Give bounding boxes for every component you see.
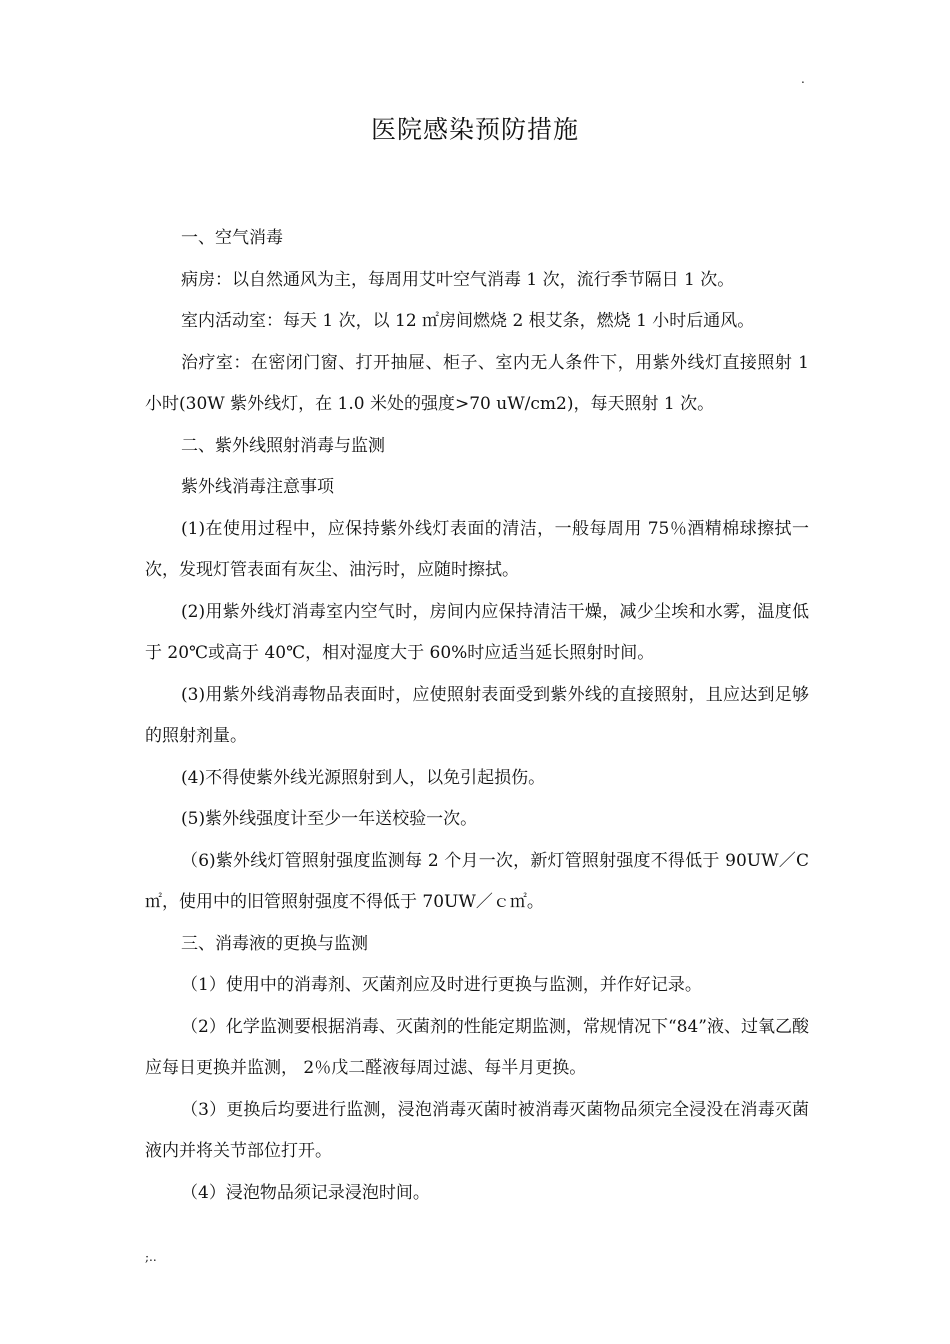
section-heading-air-disinfection: 一、空气消毒 <box>181 228 283 248</box>
list-item-disinfectant-2: （2）化学监测要根据消毒、灭菌剂的性能定期监测，常规情况下“84”液、过氧乙酸应每日更换并监测， 2％戊二醛液每周过滤、每半月更换。 <box>145 1016 809 1078</box>
corner-mark: . <box>801 72 805 86</box>
list-item-disinfectant-4: （4）浸泡物品须记录浸泡时间。 <box>181 1182 430 1203</box>
paragraph-activity-room: 室内活动室：每天 1 次，以 12 ㎡房间燃烧 2 根艾条，燃烧 1 小时后通风。 <box>181 311 755 331</box>
footer-mark: ;.. <box>145 1250 157 1264</box>
list-item-uv-4: (4)不得使紫外线光源照射到人，以免引起损伤。 <box>181 767 546 788</box>
list-item-uv-5: (5)紫外线强度计至少一年送校验一次。 <box>181 809 478 829</box>
list-item-uv-1: (1)在使用过程中，应保持紫外线灯表面的清洁，一般每周用 75％酒精棉球擦拭一次，发现灯管表面有灰尘、油污时，应随时擦拭。 <box>145 518 809 580</box>
document-body <box>145 218 809 1214</box>
paragraph-ward: 病房：以自然通风为主，每周用艾叶空气消毒 1 次，流行季节隔日 1 次。 <box>181 269 735 290</box>
list-item-disinfectant-3: （3）更换后均要进行监测，浸泡消毒灭菌时被消毒灭菌物品须完全浸没在消毒灭菌液内并将关节部位打开。 <box>145 1099 809 1161</box>
list-item-disinfectant-1: （1）使用中的消毒剂、灭菌剂应及时进行更换与监测，并作好记录。 <box>181 975 702 995</box>
paragraph-treatment-room: 治疗室：在密闭门窗、打开抽屉、柜子、室内无人条件下，用紫外线灯直接照射 1 小时(30W 紫外线灯，在 1.0 米处的强度>70 uW/cm2)，每天照射 1 次。 <box>145 352 809 414</box>
document-title: 医院感染预防措施 <box>370 115 579 144</box>
list-item-uv-3: (3)用紫外线消毒物品表面时，应使照射表面受到紫外线的直接照射，且应达到足够的照射剂量。 <box>145 684 809 746</box>
list-item-uv-2: (2)用紫外线灯消毒室内空气时，房间内应保持清洁干燥，减少尘埃和水雾，温度低于 20℃或高于 40℃，相对湿度大于 60%时应适当延长照射时间。 <box>145 601 809 663</box>
section-heading-disinfectant: 三、消毒液的更换与监测 <box>181 933 368 954</box>
list-item-uv-6: （6)紫外线灯管照射强度监测每 2 个月一次，新灯管照射强度不得低于 90UW／C ㎡，使用中的旧管照射强度不得低于 70UW／ｃ㎡。 <box>145 850 809 912</box>
subheading-uv-notes: 紫外线消毒注意事项 <box>181 477 334 497</box>
section-heading-uv: 二、紫外线照射消毒与监测 <box>181 435 385 456</box>
